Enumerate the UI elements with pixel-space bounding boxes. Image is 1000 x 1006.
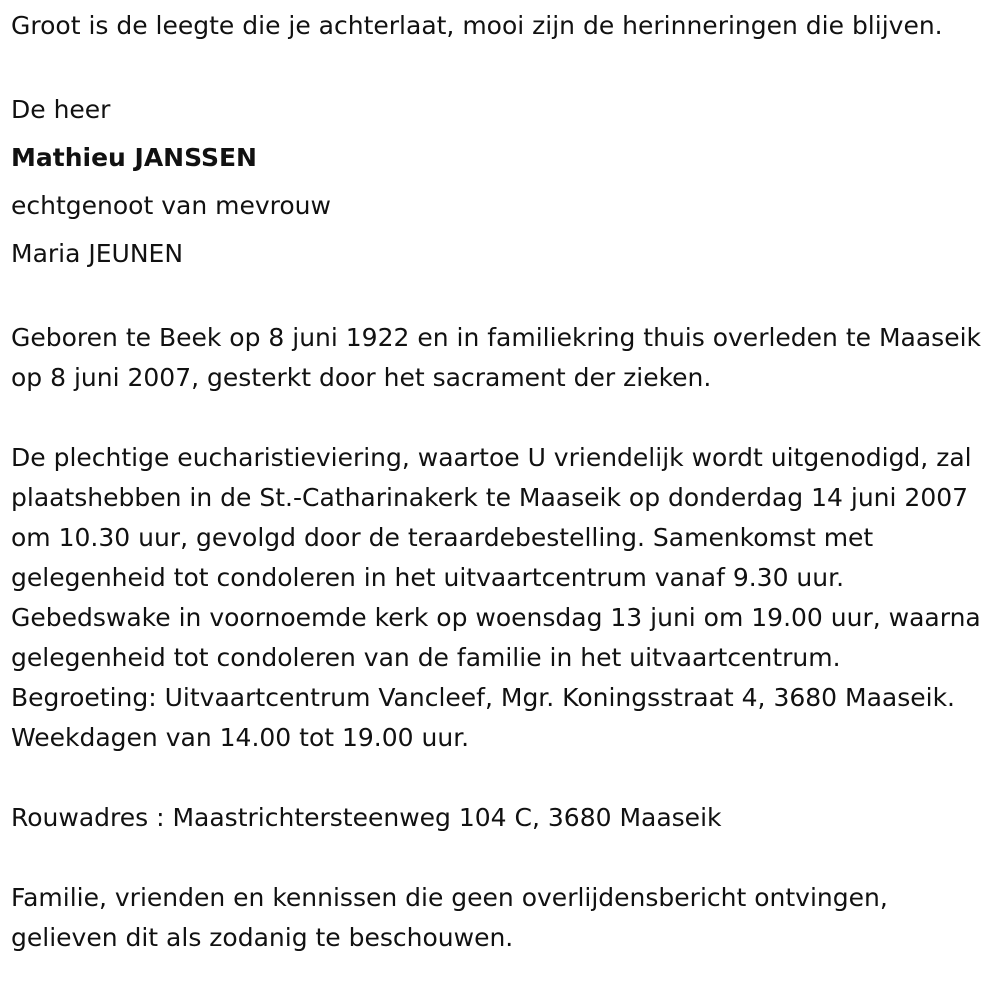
closing-note: Familie, vrienden en kennissen die geen overlijdensbericht ontvingen, gelieven dit als zodanig te beschouwen. [11, 883, 888, 952]
spouse-name: Maria JEUNEN [11, 239, 184, 268]
spacer [11, 838, 992, 878]
deceased-name: Mathieu JANSSEN [11, 143, 257, 172]
memorial-quote: Groot is de leegte die je achterlaat, mooi zijn de herinneringen die blijven. [11, 11, 943, 40]
spacer [11, 758, 992, 798]
spacer [11, 46, 992, 86]
spouse-label: echtgenoot van mevrouw [11, 191, 331, 220]
birth-death-text: Geboren te Beek op 8 juni 1922 en in familiekring thuis overleden te Maaseik op 8 juni 2007, gesterkt door het sacrament der zieken. [11, 323, 982, 392]
spacer [11, 398, 992, 438]
ceremony-text: De plechtige eucharistieviering, waartoe U vriendelijk wordt uitgenodigd, zal plaatshebben in de St.-Catharinakerk te Maaseik op donderdag 14 juni 2007 om 10.30 uur, gevolgd door de teraardebestelling. Samenkomst met gelegenheid tot condoleren in het uitvaartcentrum vanaf 9.30 uur. Gebedswake in voornoemde kerk op woensdag 13 juni om 19.00 uur, waarna gelegenheid tot condoleren van de familie in het uitvaartcentrum. Begroeting: Uitvaartcentrum Vancleef, Mgr. Koningsstraat 4, 3680 Maaseik. Weekdagen van 14.00 tot 19.00 uur. [11, 443, 981, 752]
title-prefix: De heer [11, 95, 111, 124]
spacer [11, 278, 992, 318]
mourning-address: Rouwadres : Maastrichtersteenweg 104 C, 3680 Maaseik [11, 803, 722, 832]
